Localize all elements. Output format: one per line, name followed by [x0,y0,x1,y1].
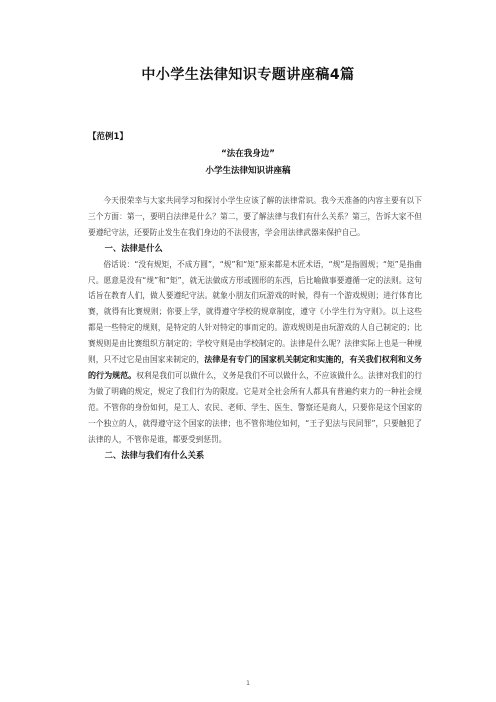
intro-paragraph: 今天很荣幸与大家共同学习和探讨小学生应该了解的法律常识。我今天准备的内容主要有以下三个方面：第一，要明白法律是什么？第二，要了解法律与我们有什么关系？第三，告诉大家不但要遵纪守法，还要防止发生在我们身边的不法侵害，学会用法律武器来保护自己。 [88,196,422,237]
section-1-paragraph [88,257,422,448]
document-body [88,193,422,463]
document-title: 中小学生法律知识专题讲座稿4篇 [141,67,355,83]
section-1-text-part1: 俗话说：“没有规矩，不成方圆”，“规”和“矩”原来都是木匠术语，“规”是指圆规；“矩”是指曲尺。愿意是没有“规”和“矩”，就无法做成方形或圆形的东西，后比喻做事要遵循一定的法则。这句话旨在教育人们，做人要遵纪守法。就象小朋友们玩游戏的时候，得有一个游戏规则；进行体育比赛，就得有比赛规则；你要上学，就得遵守学校的规章制度，遵守《小学生行为守则》。以上这些都是一些特定的规则，是特定的人针对特定的事而定的。游戏规则是由玩游戏的人自己制定的；比赛规则是由比赛组织方制定的；学校守则是由学校制定的。法律是什么呢？法律实际上也是一种规则，只不过它是由国家来制定的， [88,259,422,365]
section-heading-2: 二、法律与我们有什么关系 [104,449,205,460]
speech-quote-title: “法在我身边” [221,149,275,159]
section-1-text-part2: 权利是我们可以做什么，义务是我们不可以做什么，不应该做什么。法律对我们的行为做了明确的规定，规定了我们行为的限度。它是对全社会所有人都具有普遍约束力的一种社会规范。不管你的身份如何，是工人、农民、老师、学生、医生、警察还是商人，只要你是这个国家的一个独立的人，就得遵守这个国家的法律；也不管你地位如何，“王子犯法与民同罪”，只要触犯了法律的人，不管你是谁，都要受到惩罚。 [88,370,423,444]
section-heading-1: 一、法律是什么 [104,242,163,253]
section-1-bold-definition: 法律是有专门的国家机关制定和实施的，有关我们权利和义务的行为规范。 [88,355,422,380]
speech-subtitle: 小学生法律知识讲座稿 [205,166,291,176]
page-number: 1 [246,680,250,687]
example-tag: 【范例1】 [88,132,128,142]
